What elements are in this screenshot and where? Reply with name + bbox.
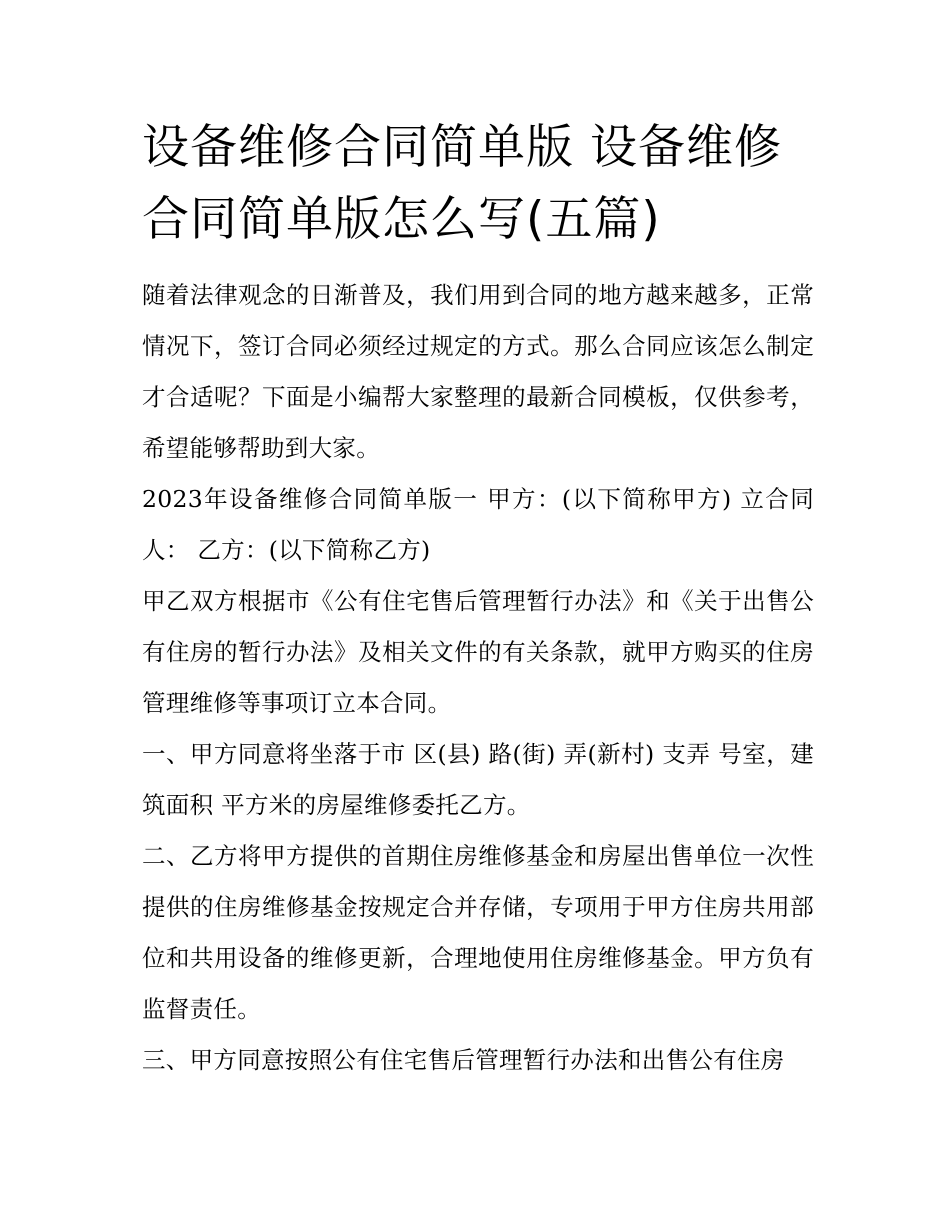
paragraph-basis: 甲乙双方根据市《公有住宅售后管理暂行办法》和《关于出售公有住房的暂行办法》及相关文件的有关条款，就甲方购买的住房管理维修等事项订立本合同。 xyxy=(142,587,814,717)
paragraph-parties: 2023年设备维修合同简单版一 甲方：(以下简称甲方) 立合同人： 乙方：(以下简称乙方) xyxy=(142,485,814,564)
paragraph-clause-3: 三、甲方同意按照公有住宅售后管理暂行办法和出售公有住房 xyxy=(142,1046,785,1074)
paragraph-intro: 随着法律观念的日渐普及，我们用到合同的地方越来越多，正常情况下，签订合同必须经过规定的方式。那么合同应该怎么制定才合适呢？下面是小编帮大家整理的最新合同模板，仅供参考，希望能够帮助到大家。 xyxy=(142,281,814,462)
document-title: 设备维修合同简单版 设备维修合同简单版怎么写(五篇) xyxy=(142,120,782,247)
paragraph-clause-1: 一、甲方同意将坐落于市 区(县) 路(街) 弄(新村) 支弄 号室，建筑面积 平方米的房屋维修委托乙方。 xyxy=(142,740,814,819)
paragraph-clause-2: 二、乙方将甲方提供的首期住房维修基金和房屋出售单位一次性提供的住房维修基金按规定合并存储，专项用于甲方住房共用部位和共用设备的维修更新，合理地使用住房维修基金。甲方负有监督责任。 xyxy=(142,842,814,1023)
document-page xyxy=(142,112,814,1086)
